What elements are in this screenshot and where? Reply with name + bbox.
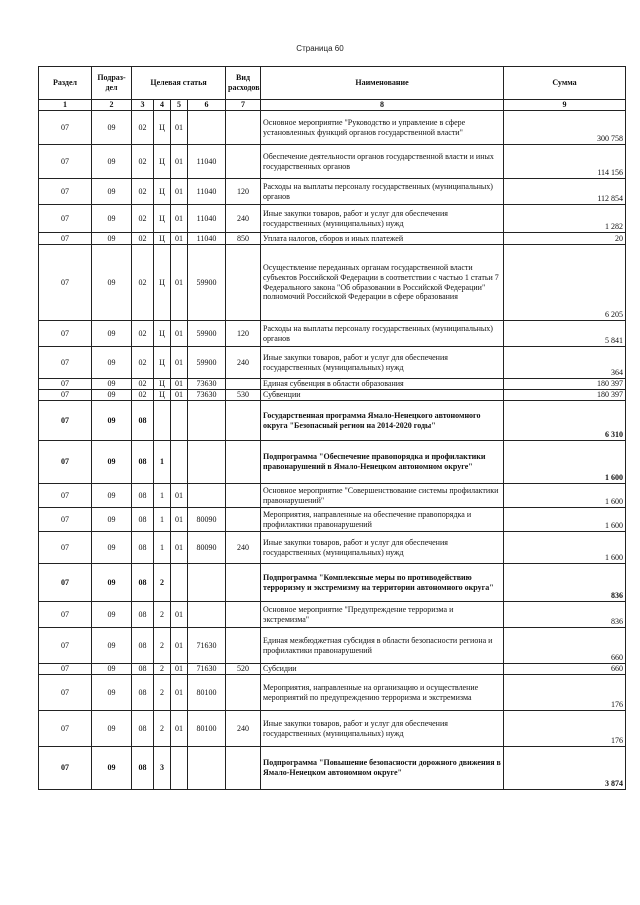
cell-program: 08 — [132, 675, 154, 711]
cell-direction — [188, 564, 226, 602]
cell-podrazdel: 09 — [92, 532, 132, 564]
column-number: 5 — [171, 100, 188, 111]
column-number: 6 — [188, 100, 226, 111]
cell-event: 01 — [171, 508, 188, 532]
cell-program: 02 — [132, 179, 154, 205]
header-summa: Сумма — [504, 67, 626, 100]
cell-event — [171, 401, 188, 441]
cell-event: 01 — [171, 532, 188, 564]
cell-podrazdel: 09 — [92, 508, 132, 532]
cell-sum: 1 282 — [504, 205, 626, 233]
cell-program: 08 — [132, 711, 154, 747]
cell-program: 08 — [132, 532, 154, 564]
table-row — [39, 321, 626, 347]
cell-program: 08 — [132, 508, 154, 532]
cell-podrazdel: 09 — [92, 484, 132, 508]
table-row — [39, 347, 626, 379]
cell-sum: 20 — [504, 233, 626, 245]
cell-vid — [226, 508, 261, 532]
cell-razdel: 07 — [39, 390, 92, 401]
cell-program: 02 — [132, 245, 154, 321]
cell-sum: 6 205 — [504, 245, 626, 321]
cell-sum: 3 874 — [504, 747, 626, 790]
cell-event: 01 — [171, 145, 188, 179]
cell-podrazdel: 09 — [92, 390, 132, 401]
cell-sum: 180 397 — [504, 379, 626, 390]
cell-direction: 11040 — [188, 205, 226, 233]
cell-vid — [226, 675, 261, 711]
cell-vid: 120 — [226, 321, 261, 347]
column-number: 8 — [261, 100, 504, 111]
cell-event: 01 — [171, 111, 188, 145]
cell-sum: 836 — [504, 564, 626, 602]
cell-program: 08 — [132, 602, 154, 628]
cell-vid — [226, 111, 261, 145]
cell-event: 01 — [171, 245, 188, 321]
cell-razdel: 07 — [39, 205, 92, 233]
cell-program: 02 — [132, 111, 154, 145]
cell-vid — [226, 747, 261, 790]
table-row — [39, 711, 626, 747]
cell-event: 01 — [171, 390, 188, 401]
table-row — [39, 233, 626, 245]
cell-direction: 59900 — [188, 347, 226, 379]
cell-direction: 59900 — [188, 245, 226, 321]
cell-podrazdel: 09 — [92, 441, 132, 484]
cell-name: Обеспечение деятельности органов государственной власти и иных государственных органов — [261, 145, 504, 179]
cell-event: 01 — [171, 602, 188, 628]
cell-program: 08 — [132, 441, 154, 484]
cell-subprogram: Ц — [154, 145, 171, 179]
cell-sum: 1 600 — [504, 441, 626, 484]
column-number: 7 — [226, 100, 261, 111]
cell-direction: 11040 — [188, 179, 226, 205]
cell-name: Иные закупки товаров, работ и услуг для обеспечения государственных (муниципальных) нужд — [261, 711, 504, 747]
cell-name: Мероприятия, направленные на организацию и осуществление мероприятий по предупреждению терроризма и экстремизма — [261, 675, 504, 711]
cell-vid — [226, 602, 261, 628]
cell-sum: 1 600 — [504, 484, 626, 508]
cell-sum: 660 — [504, 628, 626, 664]
cell-sum: 112 854 — [504, 179, 626, 205]
cell-subprogram: Ц — [154, 111, 171, 145]
cell-name: Единая межбюджетная субсидия в области безопасности региона и профилактики правонарушений — [261, 628, 504, 664]
cell-sum: 1 600 — [504, 508, 626, 532]
cell-program: 08 — [132, 664, 154, 675]
cell-sum: 836 — [504, 602, 626, 628]
cell-event: 01 — [171, 675, 188, 711]
cell-razdel: 07 — [39, 508, 92, 532]
cell-subprogram: Ц — [154, 245, 171, 321]
cell-direction: 71630 — [188, 628, 226, 664]
table-row — [39, 441, 626, 484]
cell-direction: 80100 — [188, 711, 226, 747]
cell-subprogram: Ц — [154, 205, 171, 233]
cell-program: 02 — [132, 379, 154, 390]
header-celevaya-statya: Целевая статья — [132, 67, 226, 100]
cell-vid: 240 — [226, 711, 261, 747]
cell-razdel: 07 — [39, 532, 92, 564]
cell-subprogram: 2 — [154, 628, 171, 664]
cell-program: 08 — [132, 628, 154, 664]
cell-event: 01 — [171, 711, 188, 747]
cell-name: Расходы на выплаты персоналу государственных (муниципальных) органов — [261, 179, 504, 205]
cell-event: 01 — [171, 233, 188, 245]
cell-name: Осуществление переданных органам государственной власти субъектов Российской Федерации в соответствии с частью 1 статьи 7 Федерального закона "Об образовании в Российской Федерации" полномочий Российской Федерации в сфере образования — [261, 245, 504, 321]
cell-direction: 11040 — [188, 233, 226, 245]
cell-name: Подпрограмма "Повышение безопасности дорожного движения в Ямало-Ненецком автономном округе" — [261, 747, 504, 790]
cell-podrazdel: 09 — [92, 245, 132, 321]
cell-subprogram: Ц — [154, 390, 171, 401]
cell-name: Основное мероприятие "Предупреждение терроризма и экстремизма" — [261, 602, 504, 628]
cell-subprogram: Ц — [154, 179, 171, 205]
cell-vid: 520 — [226, 664, 261, 675]
cell-program: 02 — [132, 233, 154, 245]
cell-vid — [226, 441, 261, 484]
cell-direction — [188, 441, 226, 484]
cell-razdel: 07 — [39, 484, 92, 508]
cell-program: 02 — [132, 347, 154, 379]
cell-subprogram: 2 — [154, 602, 171, 628]
cell-direction: 59900 — [188, 321, 226, 347]
cell-sum: 114 156 — [504, 145, 626, 179]
column-number: 2 — [92, 100, 132, 111]
cell-event: 01 — [171, 321, 188, 347]
cell-name: Основное мероприятие "Руководство и управление в сфере установленных функций органов государственной власти" — [261, 111, 504, 145]
cell-event — [171, 441, 188, 484]
cell-event: 01 — [171, 179, 188, 205]
cell-sum: 180 397 — [504, 390, 626, 401]
cell-razdel: 07 — [39, 747, 92, 790]
cell-name: Мероприятия, направленные на обеспечение правопорядка и профилактики правонарушений — [261, 508, 504, 532]
cell-direction: 71630 — [188, 664, 226, 675]
table-row — [39, 508, 626, 532]
cell-name: Иные закупки товаров, работ и услуг для обеспечения государственных (муниципальных) нужд — [261, 532, 504, 564]
cell-vid: 240 — [226, 347, 261, 379]
cell-razdel: 07 — [39, 664, 92, 675]
cell-razdel: 07 — [39, 347, 92, 379]
cell-podrazdel: 09 — [92, 564, 132, 602]
cell-direction: 11040 — [188, 145, 226, 179]
cell-vid — [226, 628, 261, 664]
cell-vid: 850 — [226, 233, 261, 245]
cell-direction: 73630 — [188, 390, 226, 401]
cell-subprogram — [154, 401, 171, 441]
header-podrazdel: Подраз- дел — [92, 67, 132, 100]
table-row — [39, 401, 626, 441]
cell-name: Иные закупки товаров, работ и услуг для обеспечения государственных (муниципальных) нужд — [261, 205, 504, 233]
cell-vid — [226, 484, 261, 508]
cell-sum: 1 600 — [504, 532, 626, 564]
cell-podrazdel: 09 — [92, 321, 132, 347]
header-naimenovanie: Наименование — [261, 67, 504, 100]
cell-event: 01 — [171, 347, 188, 379]
table-row — [39, 484, 626, 508]
cell-razdel: 07 — [39, 602, 92, 628]
cell-event: 01 — [171, 484, 188, 508]
cell-name: Основное мероприятие "Совершенствование системы профилактики правонарушений" — [261, 484, 504, 508]
cell-program: 02 — [132, 390, 154, 401]
cell-podrazdel: 09 — [92, 233, 132, 245]
column-number: 1 — [39, 100, 92, 111]
cell-vid: 240 — [226, 532, 261, 564]
cell-razdel: 07 — [39, 441, 92, 484]
cell-program: 02 — [132, 321, 154, 347]
table-row — [39, 245, 626, 321]
cell-podrazdel: 09 — [92, 347, 132, 379]
table-row — [39, 145, 626, 179]
cell-direction — [188, 747, 226, 790]
cell-subprogram: Ц — [154, 379, 171, 390]
cell-podrazdel: 09 — [92, 145, 132, 179]
table-row — [39, 664, 626, 675]
cell-direction: 73630 — [188, 379, 226, 390]
cell-vid — [226, 145, 261, 179]
cell-razdel: 07 — [39, 711, 92, 747]
cell-vid: 530 — [226, 390, 261, 401]
cell-sum: 176 — [504, 675, 626, 711]
cell-direction — [188, 111, 226, 145]
table-row — [39, 602, 626, 628]
cell-razdel: 07 — [39, 564, 92, 602]
table-row — [39, 111, 626, 145]
cell-podrazdel: 09 — [92, 628, 132, 664]
cell-event — [171, 747, 188, 790]
cell-direction — [188, 401, 226, 441]
cell-subprogram: 1 — [154, 441, 171, 484]
cell-podrazdel: 09 — [92, 602, 132, 628]
cell-name: Субсидии — [261, 664, 504, 675]
column-number: 3 — [132, 100, 154, 111]
cell-name: Иные закупки товаров, работ и услуг для обеспечения государственных (муниципальных) нужд — [261, 347, 504, 379]
cell-sum: 300 758 — [504, 111, 626, 145]
cell-razdel: 07 — [39, 321, 92, 347]
cell-subprogram: 1 — [154, 532, 171, 564]
cell-direction — [188, 484, 226, 508]
cell-razdel: 07 — [39, 379, 92, 390]
cell-razdel: 07 — [39, 233, 92, 245]
table-row — [39, 205, 626, 233]
budget-table — [38, 66, 626, 790]
cell-vid — [226, 379, 261, 390]
cell-event: 01 — [171, 628, 188, 664]
cell-subprogram: 2 — [154, 564, 171, 602]
cell-vid — [226, 245, 261, 321]
table-row — [39, 564, 626, 602]
table-row — [39, 747, 626, 790]
cell-subprogram: 2 — [154, 664, 171, 675]
cell-subprogram: 1 — [154, 484, 171, 508]
cell-podrazdel: 09 — [92, 675, 132, 711]
cell-vid — [226, 401, 261, 441]
cell-direction — [188, 602, 226, 628]
cell-podrazdel: 09 — [92, 205, 132, 233]
table-row — [39, 532, 626, 564]
cell-sum: 364 — [504, 347, 626, 379]
cell-razdel: 07 — [39, 675, 92, 711]
cell-vid: 120 — [226, 179, 261, 205]
cell-name: Подпрограмма "Комплексные меры по противодействию терроризму и экстремизму на территории автономного округа" — [261, 564, 504, 602]
cell-subprogram: 1 — [154, 508, 171, 532]
cell-podrazdel: 09 — [92, 747, 132, 790]
cell-direction: 80100 — [188, 675, 226, 711]
cell-razdel: 07 — [39, 145, 92, 179]
cell-sum: 176 — [504, 711, 626, 747]
cell-name: Расходы на выплаты персоналу государственных (муниципальных) органов — [261, 321, 504, 347]
cell-event: 01 — [171, 664, 188, 675]
cell-podrazdel: 09 — [92, 179, 132, 205]
cell-razdel: 07 — [39, 401, 92, 441]
cell-name: Подпрограмма "Обеспечение правопорядка и профилактики правонарушений в Ямало-Ненецком автономном округе" — [261, 441, 504, 484]
column-number-row — [39, 100, 626, 111]
cell-sum: 6 310 — [504, 401, 626, 441]
cell-sum: 660 — [504, 664, 626, 675]
cell-razdel: 07 — [39, 245, 92, 321]
cell-direction: 80090 — [188, 532, 226, 564]
cell-direction: 80090 — [188, 508, 226, 532]
cell-podrazdel: 09 — [92, 664, 132, 675]
column-number: 4 — [154, 100, 171, 111]
cell-event — [171, 564, 188, 602]
cell-vid: 240 — [226, 205, 261, 233]
cell-vid — [226, 564, 261, 602]
cell-subprogram: 2 — [154, 711, 171, 747]
cell-program: 08 — [132, 747, 154, 790]
cell-name: Субвенции — [261, 390, 504, 401]
cell-podrazdel: 09 — [92, 111, 132, 145]
cell-program: 02 — [132, 145, 154, 179]
cell-razdel: 07 — [39, 111, 92, 145]
cell-podrazdel: 09 — [92, 401, 132, 441]
table-row — [39, 628, 626, 664]
page-label: Страница 60 — [296, 44, 344, 53]
cell-subprogram: Ц — [154, 347, 171, 379]
cell-razdel: 07 — [39, 179, 92, 205]
table-row — [39, 390, 626, 401]
cell-subprogram: Ц — [154, 233, 171, 245]
cell-subprogram: 3 — [154, 747, 171, 790]
cell-program: 08 — [132, 564, 154, 602]
column-number: 9 — [504, 100, 626, 111]
cell-program: 08 — [132, 401, 154, 441]
cell-program: 02 — [132, 205, 154, 233]
table-row — [39, 675, 626, 711]
table-row — [39, 379, 626, 390]
cell-podrazdel: 09 — [92, 711, 132, 747]
table-body — [39, 111, 626, 790]
header-vid-raskhodov: Вид расходов — [226, 67, 261, 100]
cell-name: Государственная программа Ямало-Ненецкого автономного округа "Безопасный регион на 2014-2020 годы" — [261, 401, 504, 441]
cell-subprogram: Ц — [154, 321, 171, 347]
table-row — [39, 179, 626, 205]
cell-name: Уплата налогов, сборов и иных платежей — [261, 233, 504, 245]
cell-razdel: 07 — [39, 628, 92, 664]
cell-event: 01 — [171, 205, 188, 233]
cell-name: Единая субвенция в области образования — [261, 379, 504, 390]
cell-sum: 5 841 — [504, 321, 626, 347]
cell-program: 08 — [132, 484, 154, 508]
cell-podrazdel: 09 — [92, 379, 132, 390]
cell-subprogram: 2 — [154, 675, 171, 711]
header-razdel: Раздел — [39, 67, 92, 100]
cell-event: 01 — [171, 379, 188, 390]
